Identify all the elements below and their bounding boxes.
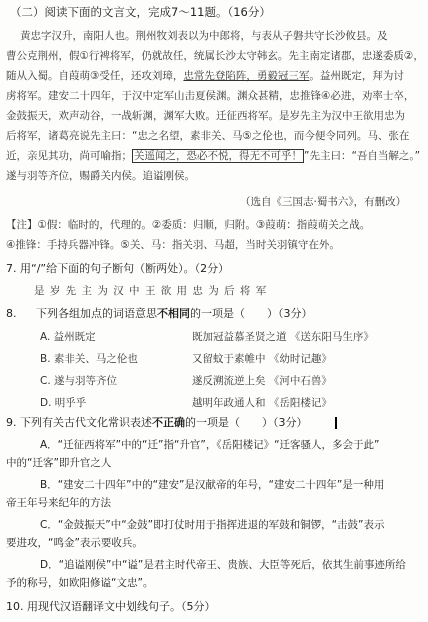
- option-c-line2: 要进攻，“鸣金”表示要收兵。: [6, 537, 143, 549]
- passage-line: 金鼓振天，欢声动谷，一战斩渊，渊军大败。迁征西将军。是岁先主为汉中王欲用忠为: [6, 110, 405, 122]
- option-c-right: 遂反溯流逆上矣 《河中石兽》: [192, 375, 332, 387]
- passage-line: [6, 149, 420, 163]
- option-c-line1: C．“金鼓振天”中“金鼓”即打仗时用于指挥进退的军鼓和铜锣，“击鼓”表示: [40, 519, 385, 531]
- underlined-sentence: 忠常先登陷阵，勇毅冠三军: [183, 70, 310, 82]
- passage-line: 曹公克荆州，假①行裨将军，仍就故任，统属长沙太守韩玄。先主南定诸郡，忠遂委质②，: [6, 50, 424, 62]
- passage-line: 黄忠字汉升，南阳人也。荆州牧刘表以为中郎将，与表从子磐共守长沙攸县。及: [20, 30, 388, 42]
- passage-text: ”先主曰：“吾自当解之。”: [304, 150, 421, 162]
- passage-line: 后将军，诸葛亮说先主曰：“忠之名望，素非关、马⑤之伦也，而今便令同列。马、张在: [6, 130, 410, 142]
- option-b-left: B. 素非关、马之伦也: [40, 353, 138, 365]
- option-d-left: D. 明乎乎: [40, 397, 87, 409]
- question-8-number: 8.: [6, 307, 17, 320]
- option-c-left: C. 遂与羽等齐位: [40, 375, 118, 387]
- option-b-line2: 帝王年号来纪年的方法: [6, 497, 111, 509]
- question-10-stem: 10. 用现代汉语翻译文中划线句子。（5分）: [6, 600, 216, 613]
- option-b-line1: B．“建安二十四年”中的“建安”是汉献帝的年号，“建安二十四年”是一种用: [40, 479, 385, 491]
- passage-text: 随从入蜀。自葭萌③受任，还攻刘璋，: [6, 70, 184, 82]
- option-d-line1: D．“追谥刚侯”中“谥”是君主时代帝王、贵族、大臣等死后，依其生前事迹所给: [40, 559, 406, 571]
- option-a-line1: A．“迁征西将军”中的“迁”指“升官”，《岳阳楼记》“迁客骚人，多会于此”: [40, 439, 380, 451]
- text-cursor: [335, 417, 337, 429]
- passage-text: 。益州既定，拜为讨: [309, 70, 404, 82]
- question-8-stem: [36, 307, 313, 321]
- option-b-right: 又留蚊于素帷中 《幼时记趣》: [192, 353, 332, 365]
- option-a-line2: 中的“迁客”即升官之人: [6, 457, 112, 469]
- question-7-sentence: 是 岁 先 主 为 汉 中 王 欲 用 忠 为 后 将 军: [34, 285, 268, 297]
- stem-text: 的一项是（ ）（3分）: [190, 307, 313, 320]
- option-d-right: 越明年政通人和 《岳阳楼记》: [192, 397, 332, 409]
- passage-line: 遂与羽等齐位，赐爵关内侯。追谥刚侯。: [6, 170, 195, 182]
- boxed-sentence: 关遥闻之，恐必不悦，得无不可乎！: [134, 150, 302, 162]
- question-9-stem: [6, 416, 308, 430]
- stem-text: 的一项是（ ）（3分）: [185, 416, 308, 429]
- note-line: 【注】①假：临时的，代理的。②委质：归顺，归附。③葭萌：指葭萌关之战。: [6, 219, 371, 231]
- option-d-line2: 予的称号，如欧阳修谥“文忠”。: [6, 577, 154, 589]
- stem-text: 9. 下列有关古代文化常识表述: [6, 416, 152, 429]
- note-line: ④推锋：手持兵器冲锋。⑤关、马：指关羽、马超，当时关羽镇守在外。: [6, 239, 340, 251]
- stem-emphasis: 不正确: [152, 416, 185, 429]
- passage-line: [6, 69, 404, 83]
- passage-line: 虏将军。建安二十四年，于汉中定军山击夏侯渊。渊众甚精，忠推锋④必进，劝率士卒，: [6, 90, 415, 102]
- passage-source: （选自《三国志·蜀书六》，有删改）: [240, 196, 407, 208]
- stem-emphasis: 不相同: [157, 307, 190, 320]
- passage-text: 近，亲见其功，尚可喻指；: [6, 150, 132, 162]
- option-a-left: A. 益州既定: [40, 331, 96, 343]
- section-header: （二）阅读下面的文言文，完成7～11题。（16分）: [10, 5, 271, 19]
- question-7-stem: 7. 用“/”给下面的句子断句（断两处）。（2分）: [6, 262, 230, 275]
- stem-text: 下列各组加点的词语意思: [36, 307, 157, 320]
- option-a-right: 既加冠益慕圣贤之道 《送东阳马生序》: [192, 331, 374, 343]
